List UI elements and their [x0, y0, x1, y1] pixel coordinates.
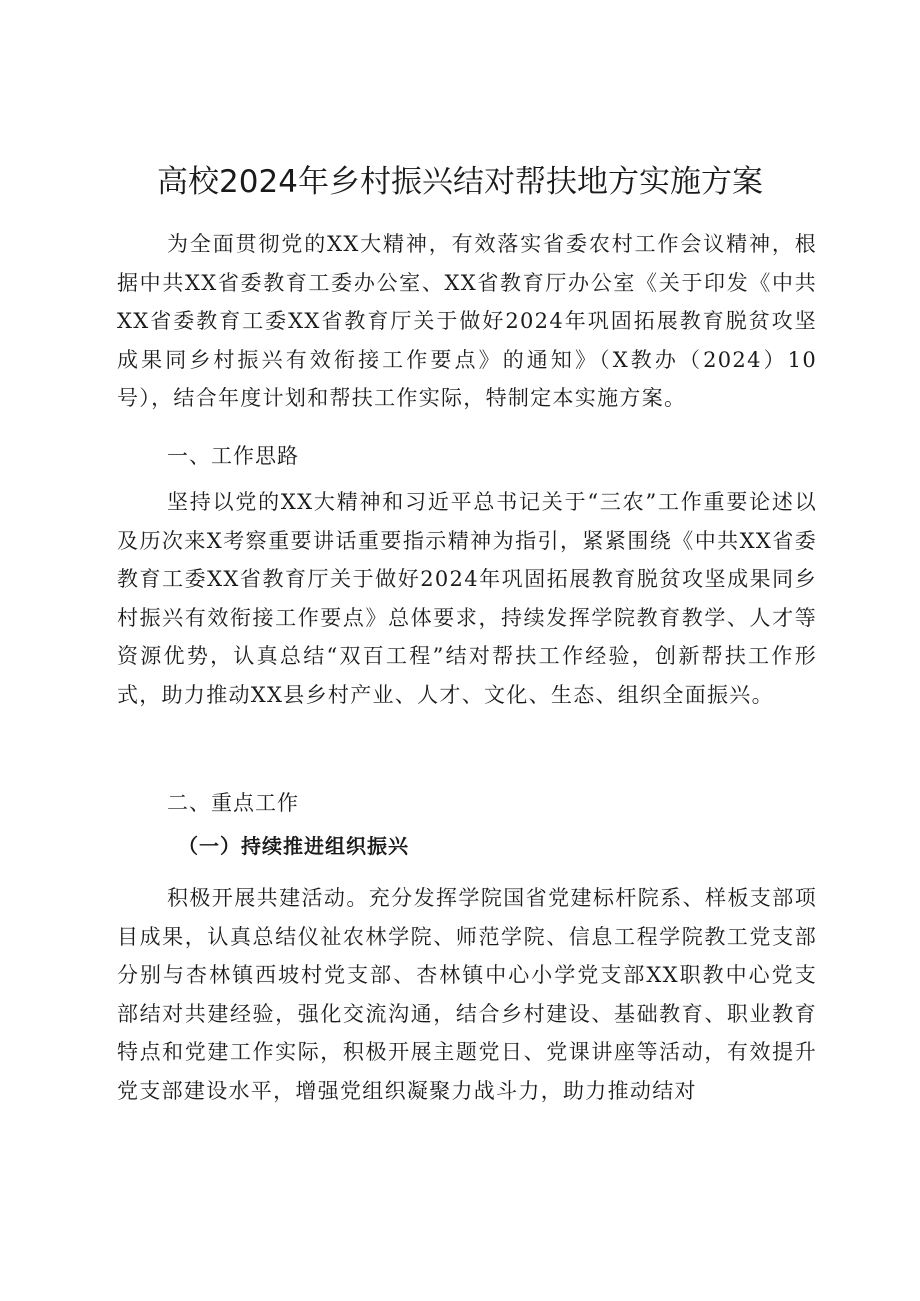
intro-paragraph: 为全面贯彻党的XX大精神，有效落实省委农村工作会议精神，根据中共XX省委教育工委办公室、XX省教育厅办公室《关于印发《中共XX省委教育工委XX省教育厅关于做好2024年巩固拓展教育脱贫攻坚成果同乡村振兴有效衔接工作要点》的通知》（X教办（2024）10号），结合年度计划和帮扶工作实际，特制定本实施方案。 — [117, 232, 817, 410]
section-heading-key-work: 二、重点工作 — [167, 791, 299, 815]
section-paragraph-work-approach: 坚持以党的XX大精神和习近平总书记关于“三农”工作重要论述以及历次来X考察重要讲话重要指示精神为指引，紧紧围绕《中共XX省委教育工委XX省教育厅关于做好2024年巩固拓展教育脱贫攻坚成果同乡村振兴有效衔接工作要点》总体要求，持续发挥学院教育教学、人才等资源优势，认真总结“双百工程”结对帮扶工作经验，创新帮扶工作形式，助力推动XX县乡村产业、人才、文化、生态、组织全面振兴。 — [117, 490, 817, 707]
document-title: 高校2024年乡村振兴结对帮扶地方实施方案 — [157, 164, 763, 200]
subsection-heading-organization: （一）持续推进组织振兴 — [178, 834, 409, 858]
section-heading-work-approach: 一、工作思路 — [167, 444, 299, 468]
subsection-paragraph-organization: 积极开展共建活动。充分发挥学院国省党建标杆院系、样板支部项目成果，认真总结仪祉农林学院、师范学院、信息工程学院教工党支部分别与杏林镇西坡村党支部、杏林镇中心小学党支部XX职教中心党支部结对共建经验，强化交流沟通，结合乡村建设、基础教育、职业教育特点和党建工作实际，积极开展主题党日、党课讲座等活动，有效提升党支部建设水平，增强党组织凝聚力战斗力，助力推动结对 — [117, 886, 817, 1103]
